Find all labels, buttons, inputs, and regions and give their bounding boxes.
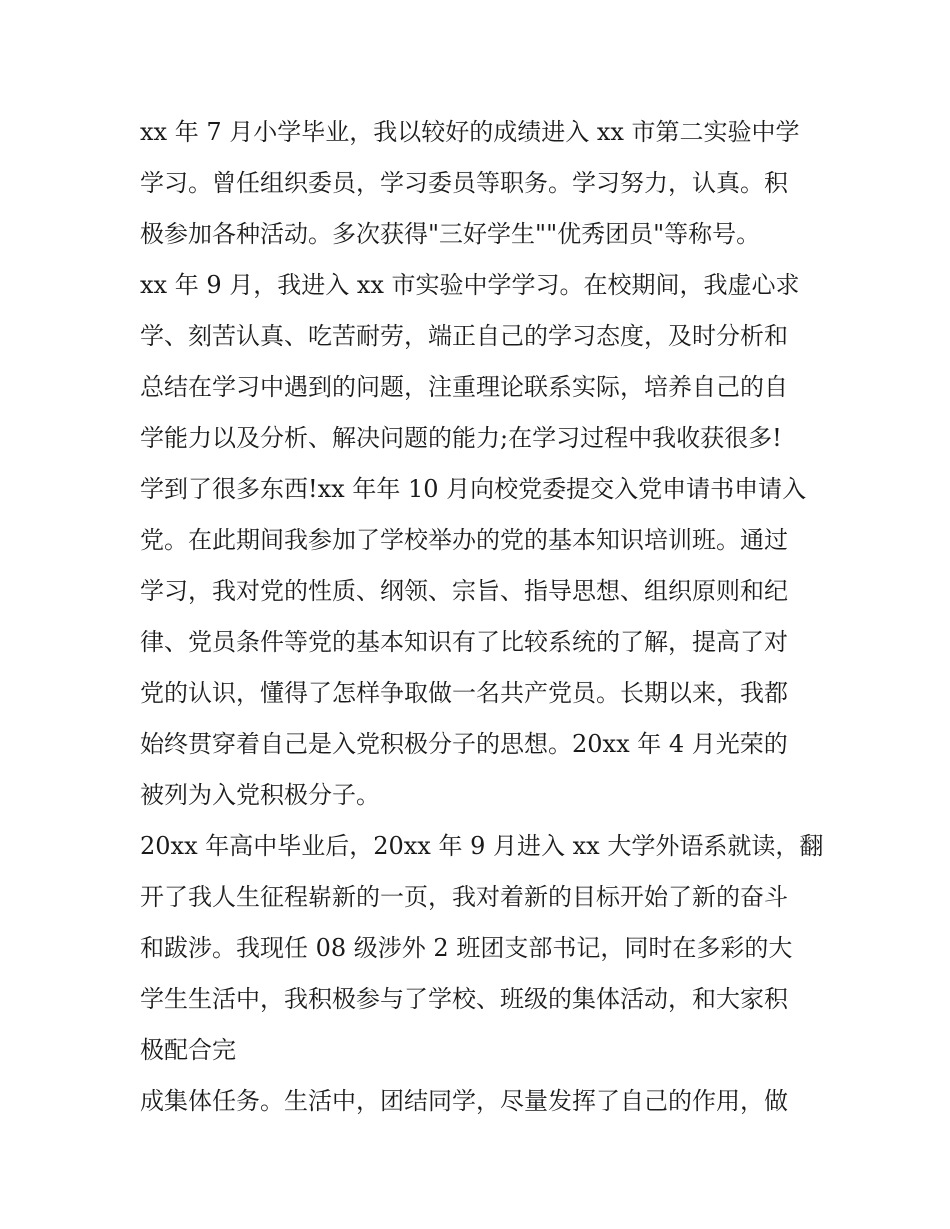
text-line: 学到了很多东西!xx 年年 10 月向校党委提交入党申请书申请入 — [140, 475, 807, 503]
text-line: 学、刻苦认真、吃苦耐劳，端正自己的学习态度，及时分析和 — [140, 322, 788, 350]
text-line: 总结在学习中遇到的问题，注重理论联系实际，培养自己的自 — [140, 373, 788, 401]
text-line: 成集体任务。生活中，团结同学，尽量发挥了自己的作用，做 — [140, 1087, 788, 1115]
text-line: 和跋涉。我现任 08 级涉外 2 班团支部书记，同时在多彩的大 — [140, 934, 793, 962]
text-line: 学习，我对党的性质、纲领、宗旨、指导思想、组织原则和纪 — [140, 577, 788, 605]
text-line: 极配合完 — [140, 1036, 236, 1064]
text-line: 始终贯穿着自己是入党积极分子的思想。20xx 年 4 月光荣的 — [140, 730, 788, 758]
text-line: 被列为入党积极分子。 — [140, 781, 380, 809]
text-line: xx 年 9 月，我进入 xx 市实验中学学习。在校期间，我虚心求 — [140, 271, 800, 299]
text-line: 极参加各种活动。多次获得"三好学生""优秀团员"等称号。 — [140, 220, 761, 248]
text-line: 学生生活中，我积极参与了学校、班级的集体活动，和大家积 — [140, 985, 788, 1013]
text-line: 党。在此期间我参加了学校举办的党的基本知识培训班。通过 — [140, 526, 788, 554]
text-line: xx 年 7 月小学毕业，我以较好的成绩进入 xx 市第二实验中学 — [140, 118, 800, 146]
text-line: 律、党员条件等党的基本知识有了比较系统的了解，提高了对 — [140, 628, 788, 656]
text-line: 20xx 年高中毕业后，20xx 年 9 月进入 xx 大学外语系就读，翻 — [140, 832, 824, 860]
text-line: 党的认识，懂得了怎样争取做一名共产党员。长期以来，我都 — [140, 679, 788, 707]
text-line: 学能力以及分析、解决问题的能力;在学习过程中我收获很多! — [140, 424, 782, 452]
body-text — [140, 107, 824, 1127]
text-line: 开了我人生征程崭新的一页，我对着新的目标开始了新的奋斗 — [140, 883, 788, 911]
text-line: 学习。曾任组织委员，学习委员等职务。学习努力，认真。积 — [140, 169, 788, 197]
